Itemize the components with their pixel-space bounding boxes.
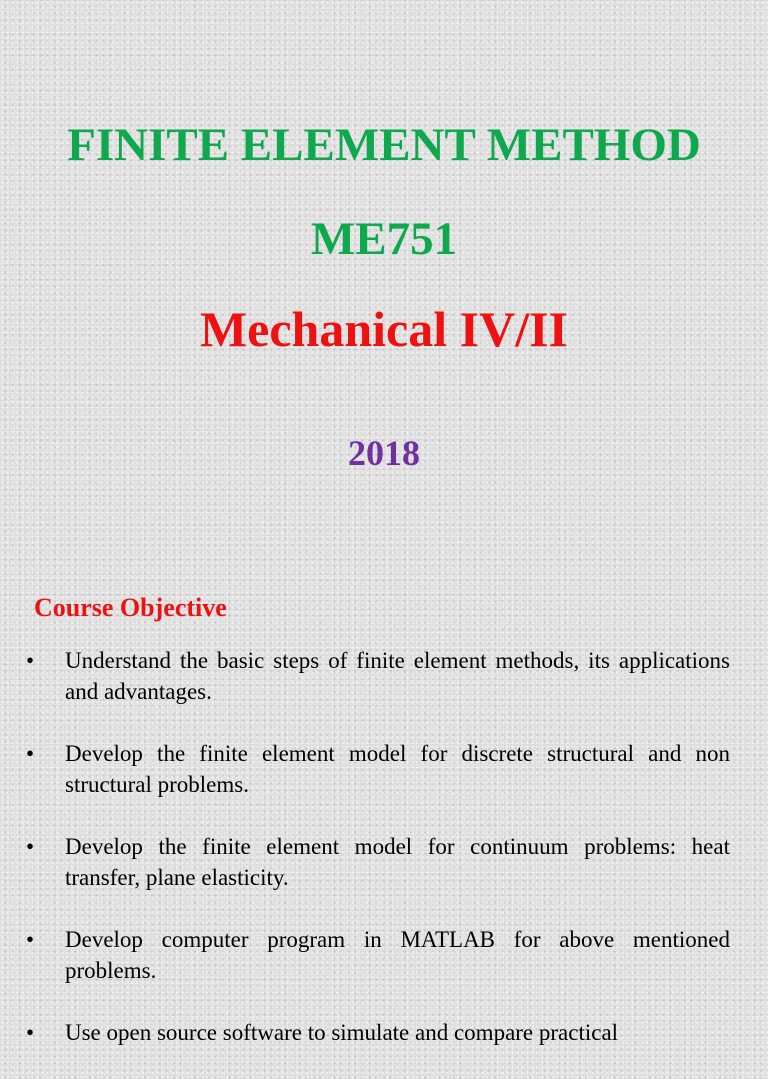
objective-text: Use open source software to simulate and compare practical (65, 1020, 619, 1045)
slide-title: FINITE ELEMENT METHOD (67, 119, 701, 171)
objective-item (0, 738, 730, 800)
objective-item (0, 645, 730, 707)
bullet-icon: • (26, 927, 35, 952)
objective-text: Develop the finite element model for discrete structural and non structural problems. (65, 741, 730, 797)
course-code: ME751 (310, 213, 458, 265)
objective-item (0, 831, 730, 893)
objective-item (0, 1017, 730, 1048)
objective-text: Understand the basic steps of finite element methods, its applications and advantages. (65, 648, 730, 704)
bullet-icon: • (26, 741, 35, 766)
course-objective-heading: Course Objective (34, 593, 227, 622)
bullet-icon: • (26, 648, 35, 673)
bullet-icon: • (26, 834, 35, 859)
year-label: 2018 (348, 433, 420, 473)
objective-text: Develop the finite element model for continuum problems: heat transfer, plane elasticity. (65, 834, 730, 890)
objective-item (0, 924, 730, 986)
objective-list (0, 645, 768, 1079)
program-name: Mechanical IV/II (199, 301, 569, 357)
bullet-icon: • (26, 1020, 35, 1045)
objective-text: Develop computer program in MATLAB for above mentioned problems. (65, 927, 730, 983)
